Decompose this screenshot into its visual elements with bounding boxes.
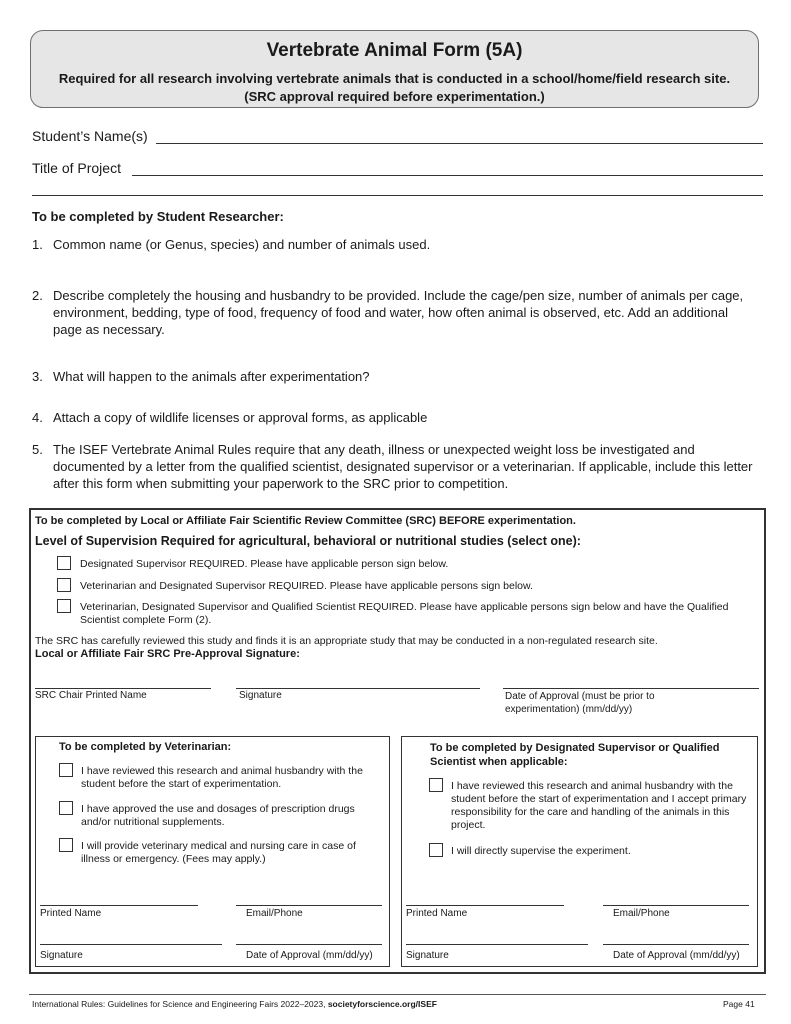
vet-printed-name-field[interactable] [40, 905, 198, 906]
footer-link[interactable]: societyforscience.org/ISEF [327, 999, 437, 1009]
vet-heading: To be completed by Veterinarian: [59, 741, 232, 753]
supervision-option-1-label: Designated Supervisor REQUIRED. Please have applicable person sign below. [80, 558, 449, 570]
preapproval-signature-label: Local or Affiliate Fair SRC Pre-Approval Signature: [35, 648, 300, 660]
vet-signature-label: Signature [40, 950, 83, 961]
question-4: 4. Attach a copy of wildlife licenses or approval forms, as applicable [32, 410, 428, 425]
ds-printed-name-label: Printed Name [406, 908, 468, 919]
project-title-label: Title of Project [32, 160, 121, 176]
supervision-option-3-label: Veterinarian, Designated Supervisor and Qualified Scientist REQUIRED. Please have applicable persons sign below and have the Qualified Scientist complete Form (2). [80, 601, 729, 626]
form-title: Vertebrate Animal Form (5A) [266, 40, 523, 61]
src-date-label: Date of Approval (must be prior to experimentation) (mm/dd/yy) [505, 691, 655, 715]
question-3: 3. What will happen to the animals after experimentation? [32, 369, 370, 384]
supervision-heading: Level of Supervision Required for agricultural, behavioral or nutritional studies (select one): [35, 534, 581, 548]
project-title-field[interactable] [132, 175, 763, 176]
vet-option-3-label: I will provide veterinary medical and nursing care in case of illness or emergency. (Fees may apply.) [81, 840, 356, 865]
question-2: 2. Describe completely the housing and husbandry to be provided. Include the cage/pen size, number of animals per cage, environment, bedding, type of food, frequency of food and water, how often animal is observed, etc. Add an additional page as necessary. [32, 288, 744, 337]
ds-date-field[interactable] [603, 944, 749, 945]
src-signature-field[interactable] [236, 688, 480, 689]
supervision-option-2-label: Veterinarian and Designated Supervisor REQUIRED. Please have applicable persons sign below. [80, 580, 533, 592]
ds-email-phone-label: Email/Phone [613, 908, 670, 919]
students-name-field[interactable] [156, 143, 763, 144]
question-5: 5. The ISEF Vertebrate Animal Rules require that any death, illness or unexpected weight loss be investigated and documented by a letter from the qualified scientist, designated supervisor or a veterinarian. If applicable, include this letter after this form when submitting your paperwork to the SRC prior to competition. [32, 442, 753, 491]
ds-option-2-checkbox[interactable] [429, 843, 443, 857]
ds-option-2-label: I will directly supervise the experiment. [451, 845, 631, 857]
vet-date-label: Date of Approval (mm/dd/yy) [246, 950, 373, 961]
vet-option-3-checkbox[interactable] [59, 838, 73, 852]
form-header [30, 30, 759, 108]
ds-printed-name-field[interactable] [406, 905, 564, 906]
ds-email-phone-field[interactable] [603, 905, 749, 906]
src-heading: To be completed by Local or Affiliate Fair Scientific Review Committee (SRC) BEFORE experimentation. [35, 515, 576, 527]
question-1: 1. Common name (or Genus, species) and number of animals used. [32, 237, 431, 252]
student-section-heading: To be completed by Student Researcher: [32, 209, 284, 224]
page-number: Page 41 [723, 999, 755, 1009]
vet-option-1-label: I have reviewed this research and animal husbandry with the student before the start of experimentation. [81, 765, 363, 790]
vet-printed-name-label: Printed Name [40, 908, 102, 919]
supervision-option-1-checkbox[interactable] [57, 556, 71, 570]
project-title-field-line2[interactable] [32, 195, 763, 196]
ds-signature-label: Signature [406, 950, 449, 961]
ds-option-1-checkbox[interactable] [429, 778, 443, 792]
vet-signature-field[interactable] [40, 944, 222, 945]
src-statement: The SRC has carefully reviewed this study and finds it is an appropriate study that may be conducted in a non-regulated research site. [35, 635, 658, 647]
src-chair-name-field[interactable] [35, 688, 211, 689]
ds-option-1-label: I have reviewed this research and animal husbandry with the student before the start of experimentation and I accept primary responsibility for the care and handling of the animals in this project. [451, 780, 747, 831]
src-chair-name-label: SRC Chair Printed Name [35, 690, 147, 701]
footer-citation: International Rules: Guidelines for Science and Engineering Fairs 2022–2023, societyforscience.org/ISEF [32, 999, 437, 1009]
vet-option-2-label: I have approved the use and dosages of prescription drugs and/or nutritional supplements. [81, 803, 355, 828]
ds-signature-field[interactable] [406, 944, 588, 945]
vet-date-field[interactable] [236, 944, 382, 945]
vet-email-phone-field[interactable] [236, 905, 382, 906]
students-name-label: Student’s Name(s) [32, 128, 148, 144]
vet-option-1-checkbox[interactable] [59, 763, 73, 777]
supervision-option-2-checkbox[interactable] [57, 578, 71, 592]
vet-email-phone-label: Email/Phone [246, 908, 303, 919]
src-signature-label: Signature [239, 690, 282, 701]
vet-option-2-checkbox[interactable] [59, 801, 73, 815]
footer-rule [29, 994, 766, 995]
ds-heading: To be completed by Designated Supervisor or Qualified Scientist when applicable: [430, 742, 720, 768]
ds-date-label: Date of Approval (mm/dd/yy) [613, 950, 740, 961]
supervision-option-3-checkbox[interactable] [57, 599, 71, 613]
form-subtitle: Required for all research involving vertebrate animals that is conducted in a school/home/field research site. (SRC approval required before experimentation.) [58, 71, 731, 104]
src-date-field[interactable] [503, 688, 759, 689]
